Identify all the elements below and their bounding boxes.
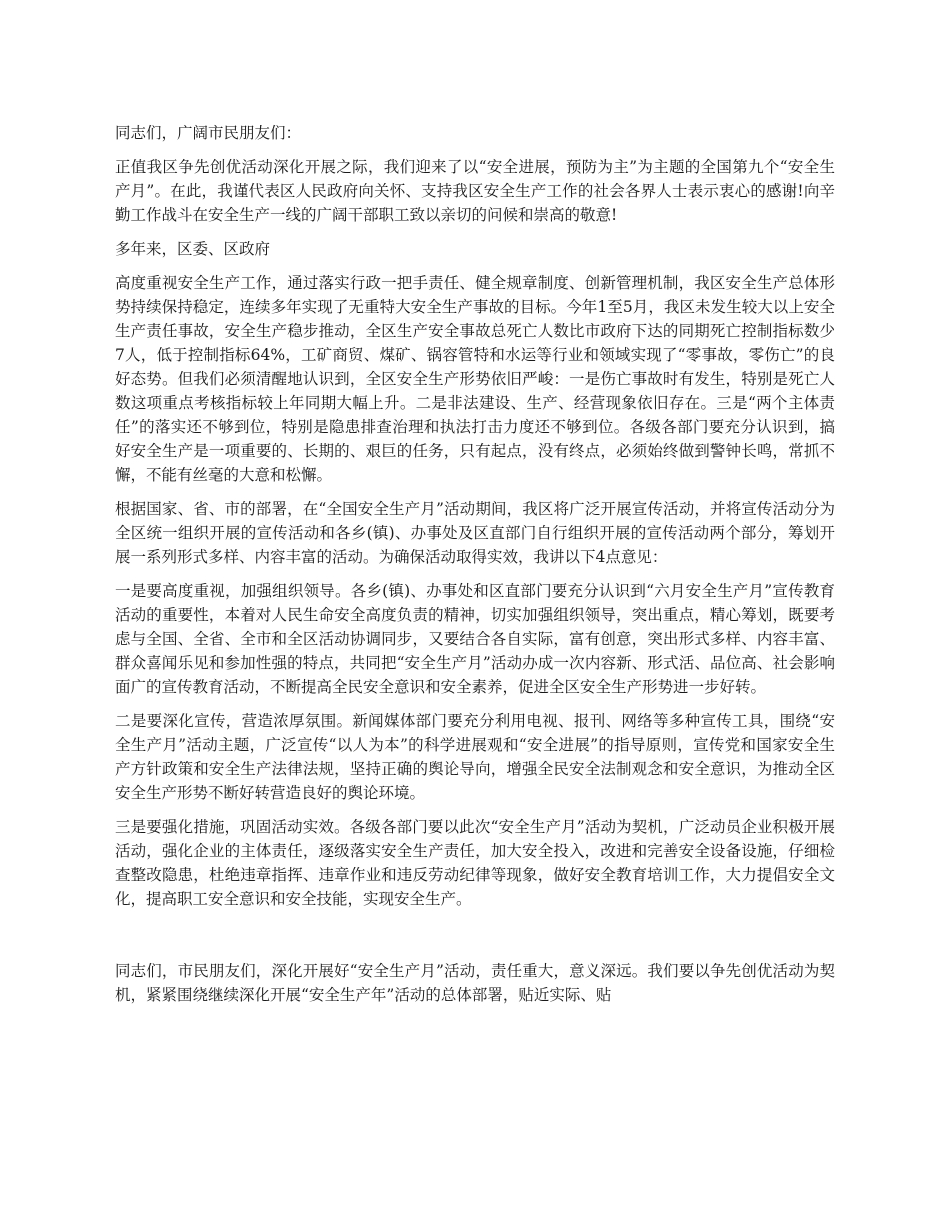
short-paragraph: 多年来，区委、区政府 — [115, 240, 271, 258]
salutation: 同志们，广阔市民朋友们： — [115, 124, 302, 142]
point-three-paragraph: 三是要强化措施，巩固活动实效。各级各部门要以此次“安全生产月”活动为契机，广泛动员企业积极开展活动，强化企业的主体责任，逐级落实安全生产责任，加大安全投入，改进和完善安全设备设施，仔细检查整改隐患，杜绝违章指挥、违章作业和违反劳动纪律等现象，做好安全教育培训工作，大力提倡安全文化，提高职工安全意识和安全技能，实现安全生产。 — [115, 818, 835, 908]
safety-situation-paragraph: 高度重视安全生产工作，通过落实行政一把手责任、健全规章制度、创新管理机制，我区安全生产总体形势持续保持稳定，连续多年实现了无重特大安全生产事故的目标。今年1至5月，我区未发生较大以上安全生产责任事故，安全生产稳步推动，全区生产安全事故总死亡人数比市政府下达的同期死亡控制指标数少7人，低于控制指标64%，工矿商贸、煤矿、锅容管特和水运等行业和领域实现了“零事故，零伤亡”的良好态势。但我们必须清醒地认识到，全区安全生产形势依旧严峻：一是伤亡事故时有发生，特别是死亡人数这项重点考核指标较上年同期大幅上升。二是非法建设、生产、经营现象依旧存在。三是“两个主体责任”的落实还不够到位，特别是隐患排查治理和执法打击力度还不够到位。各级各部门要充分认识到，搞好安全生产是一项重要的、长期的、艰巨的任务，只有起点，没有终点，必须始终做到警钟长鸣，常抓不懈，不能有丝毫的大意和松懈。 — [115, 274, 835, 484]
paragraph-gap — [115, 921, 835, 959]
deployment-paragraph: 根据国家、省、市的部署，在“全国安全生产月”活动期间，我区将广泛开展宣传活动，并将宣传活动分为全区统一组织开展的宣传活动和各乡(镇)、办事处及区直部门自行组织开展的宣传活动两个部分，筹划开展一系列形式多样、内容丰富的活动。为确保活动取得实效，我讲以下4点意见： — [115, 500, 835, 566]
opening-paragraph: 正值我区争先创优活动深化开展之际，我们迎来了以“安全进展，预防为主”为主题的全国第九个“安全生产月”。在此，我谨代表区人民政府向关怀、支持我区安全生产工作的社会各界人士表示衷心的感谢!向辛勤工作战斗在安全生产一线的广阔干部职工致以亲切的问候和崇高的敬意! — [115, 158, 835, 224]
document-page — [115, 121, 835, 1017]
point-one-paragraph: 一是要高度重视，加强组织领导。各乡(镇)、办事处和区直部门要充分认识到“六月安全生产月”宣传教育活动的重要性，本着对人民生命安全高度负责的精神，切实加强组织领导，突出重点，精心筹划，既要考虑与全国、全省、全市和全区活动协调同步，又要结合各自实际，富有创意，突出形式多样、内容丰富、群众喜闻乐见和参加性强的特点，共同把“安全生产月”活动办成一次内容新、形式活、品位高、社会影响面广的宣传教育活动，不断提高全民安全意识和安全素养，促进全区安全生产形势进一步好转。 — [115, 582, 835, 696]
point-two-paragraph: 二是要深化宣传，营造浓厚氛围。新闻媒体部门要充分利用电视、报刊、网络等多种宣传工具，围绕“安全生产月”活动主题，广泛宣传“以人为本”的科学进展观和“安全进展”的指导原则，宣传党和国家安全生产方针政策和安全生产法律法规，坚持正确的舆论导向，增强全民安全法制观念和安全意识，为推动全区安全生产形势不断好转营造良好的舆论环境。 — [115, 712, 835, 802]
closing-paragraph: 同志们，市民朋友们，深化开展好“安全生产月”活动，责任重大，意义深远。我们要以争先创优活动为契机，紧紧围绕继续深化开展“安全生产年”活动的总体部署，贴近实际、贴 — [115, 962, 835, 1004]
